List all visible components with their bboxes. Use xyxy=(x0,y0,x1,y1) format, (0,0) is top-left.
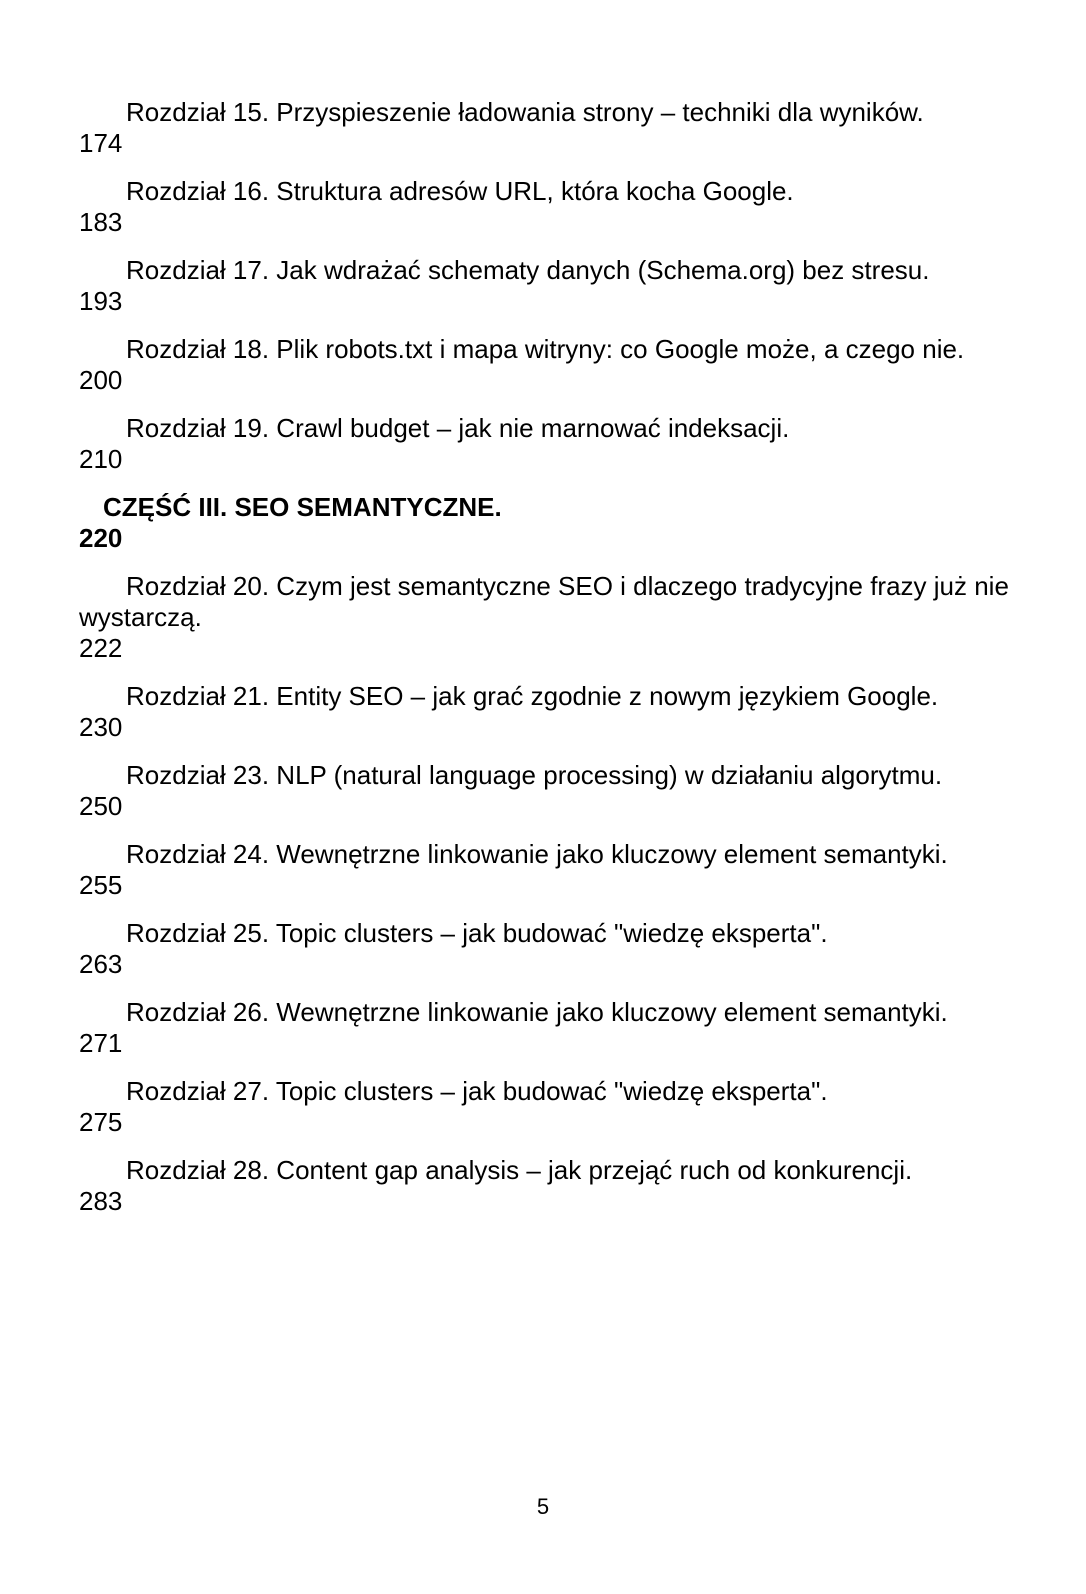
toc-entry-page-number: 263 xyxy=(79,949,123,979)
toc-entry-chapter-18 xyxy=(79,334,1039,396)
toc-entry-chapter-20 xyxy=(79,571,1039,664)
toc-entry-chapter-15 xyxy=(79,97,1039,159)
toc-entry-page-number: 183 xyxy=(79,207,123,237)
toc-entry-title: Rozdział 16. Struktura adresów URL, która kocha Google. xyxy=(126,176,794,206)
toc-entry-chapter-21 xyxy=(79,681,1039,743)
toc-entry-page-number: 200 xyxy=(79,365,123,395)
toc-part-page-number: 220 xyxy=(79,523,123,553)
toc-part-title: CZĘŚĆ III. SEO SEMANTYCZNE. xyxy=(103,492,502,522)
toc-entry-title: Rozdział 21. Entity SEO – jak grać zgodnie z nowym językiem Google. xyxy=(126,681,939,711)
toc-entry-page-number: 283 xyxy=(79,1186,123,1216)
toc-entry-part-3 xyxy=(79,492,1039,554)
toc-entry-page-number: 255 xyxy=(79,870,123,900)
toc-entry-page-number: 250 xyxy=(79,791,123,821)
toc-entry-chapter-16 xyxy=(79,176,1039,238)
toc-entry-chapter-19 xyxy=(79,413,1039,475)
toc-entry-page-number: 271 xyxy=(79,1028,123,1058)
toc-entry-page-number: 210 xyxy=(79,444,123,474)
page-number-footer: 5 xyxy=(536,1494,550,1519)
toc-entry-chapter-17 xyxy=(79,255,1039,317)
toc-entry-chapter-25 xyxy=(79,918,1039,980)
toc-entry-title: Rozdział 24. Wewnętrzne linkowanie jako kluczowy element semantyki. xyxy=(126,839,948,869)
toc-entry-page-number: 222 xyxy=(79,633,123,663)
toc-entry-title: Rozdział 15. Przyspieszenie ładowania strony – techniki dla wyników. xyxy=(126,97,924,127)
toc-entry-title: Rozdział 18. Plik robots.txt i mapa witryny: co Google może, a czego nie. xyxy=(126,334,965,364)
toc-entry-page-number: 230 xyxy=(79,712,123,742)
toc-entry-chapter-28 xyxy=(79,1155,1039,1217)
toc-entry-title: Rozdział 23. NLP (natural language processing) w działaniu algorytmu. xyxy=(126,760,943,790)
toc-entry-title: Rozdział 27. Topic clusters – jak budować "wiedzę eksperta". xyxy=(126,1076,828,1106)
toc-entry-page-number: 174 xyxy=(79,128,123,158)
toc-entry-title: Rozdział 17. Jak wdrażać schematy danych (Schema.org) bez stresu. xyxy=(126,255,930,285)
toc-entry-title: Rozdział 19. Crawl budget – jak nie marnować indeksacji. xyxy=(126,413,790,443)
toc-entry-chapter-27 xyxy=(79,1076,1039,1138)
toc-entry-chapter-26 xyxy=(79,997,1039,1059)
toc-entry-page-number: 275 xyxy=(79,1107,123,1137)
toc-entry-title: Rozdział 28. Content gap analysis – jak przejąć ruch od konkurencji. xyxy=(126,1155,913,1185)
toc-entry-page-number: 193 xyxy=(79,286,123,316)
table-of-contents xyxy=(79,97,1039,1234)
toc-entry-title: Rozdział 26. Wewnętrzne linkowanie jako kluczowy element semantyki. xyxy=(126,997,948,1027)
toc-entry-title: Rozdział 20. Czym jest semantyczne SEO i dlaczego tradycyjne frazy już nie wystarczą. xyxy=(79,571,1009,632)
toc-entry-chapter-24 xyxy=(79,839,1039,901)
toc-entry-title: Rozdział 25. Topic clusters – jak budować "wiedzę eksperta". xyxy=(126,918,828,948)
toc-entry-chapter-23 xyxy=(79,760,1039,822)
